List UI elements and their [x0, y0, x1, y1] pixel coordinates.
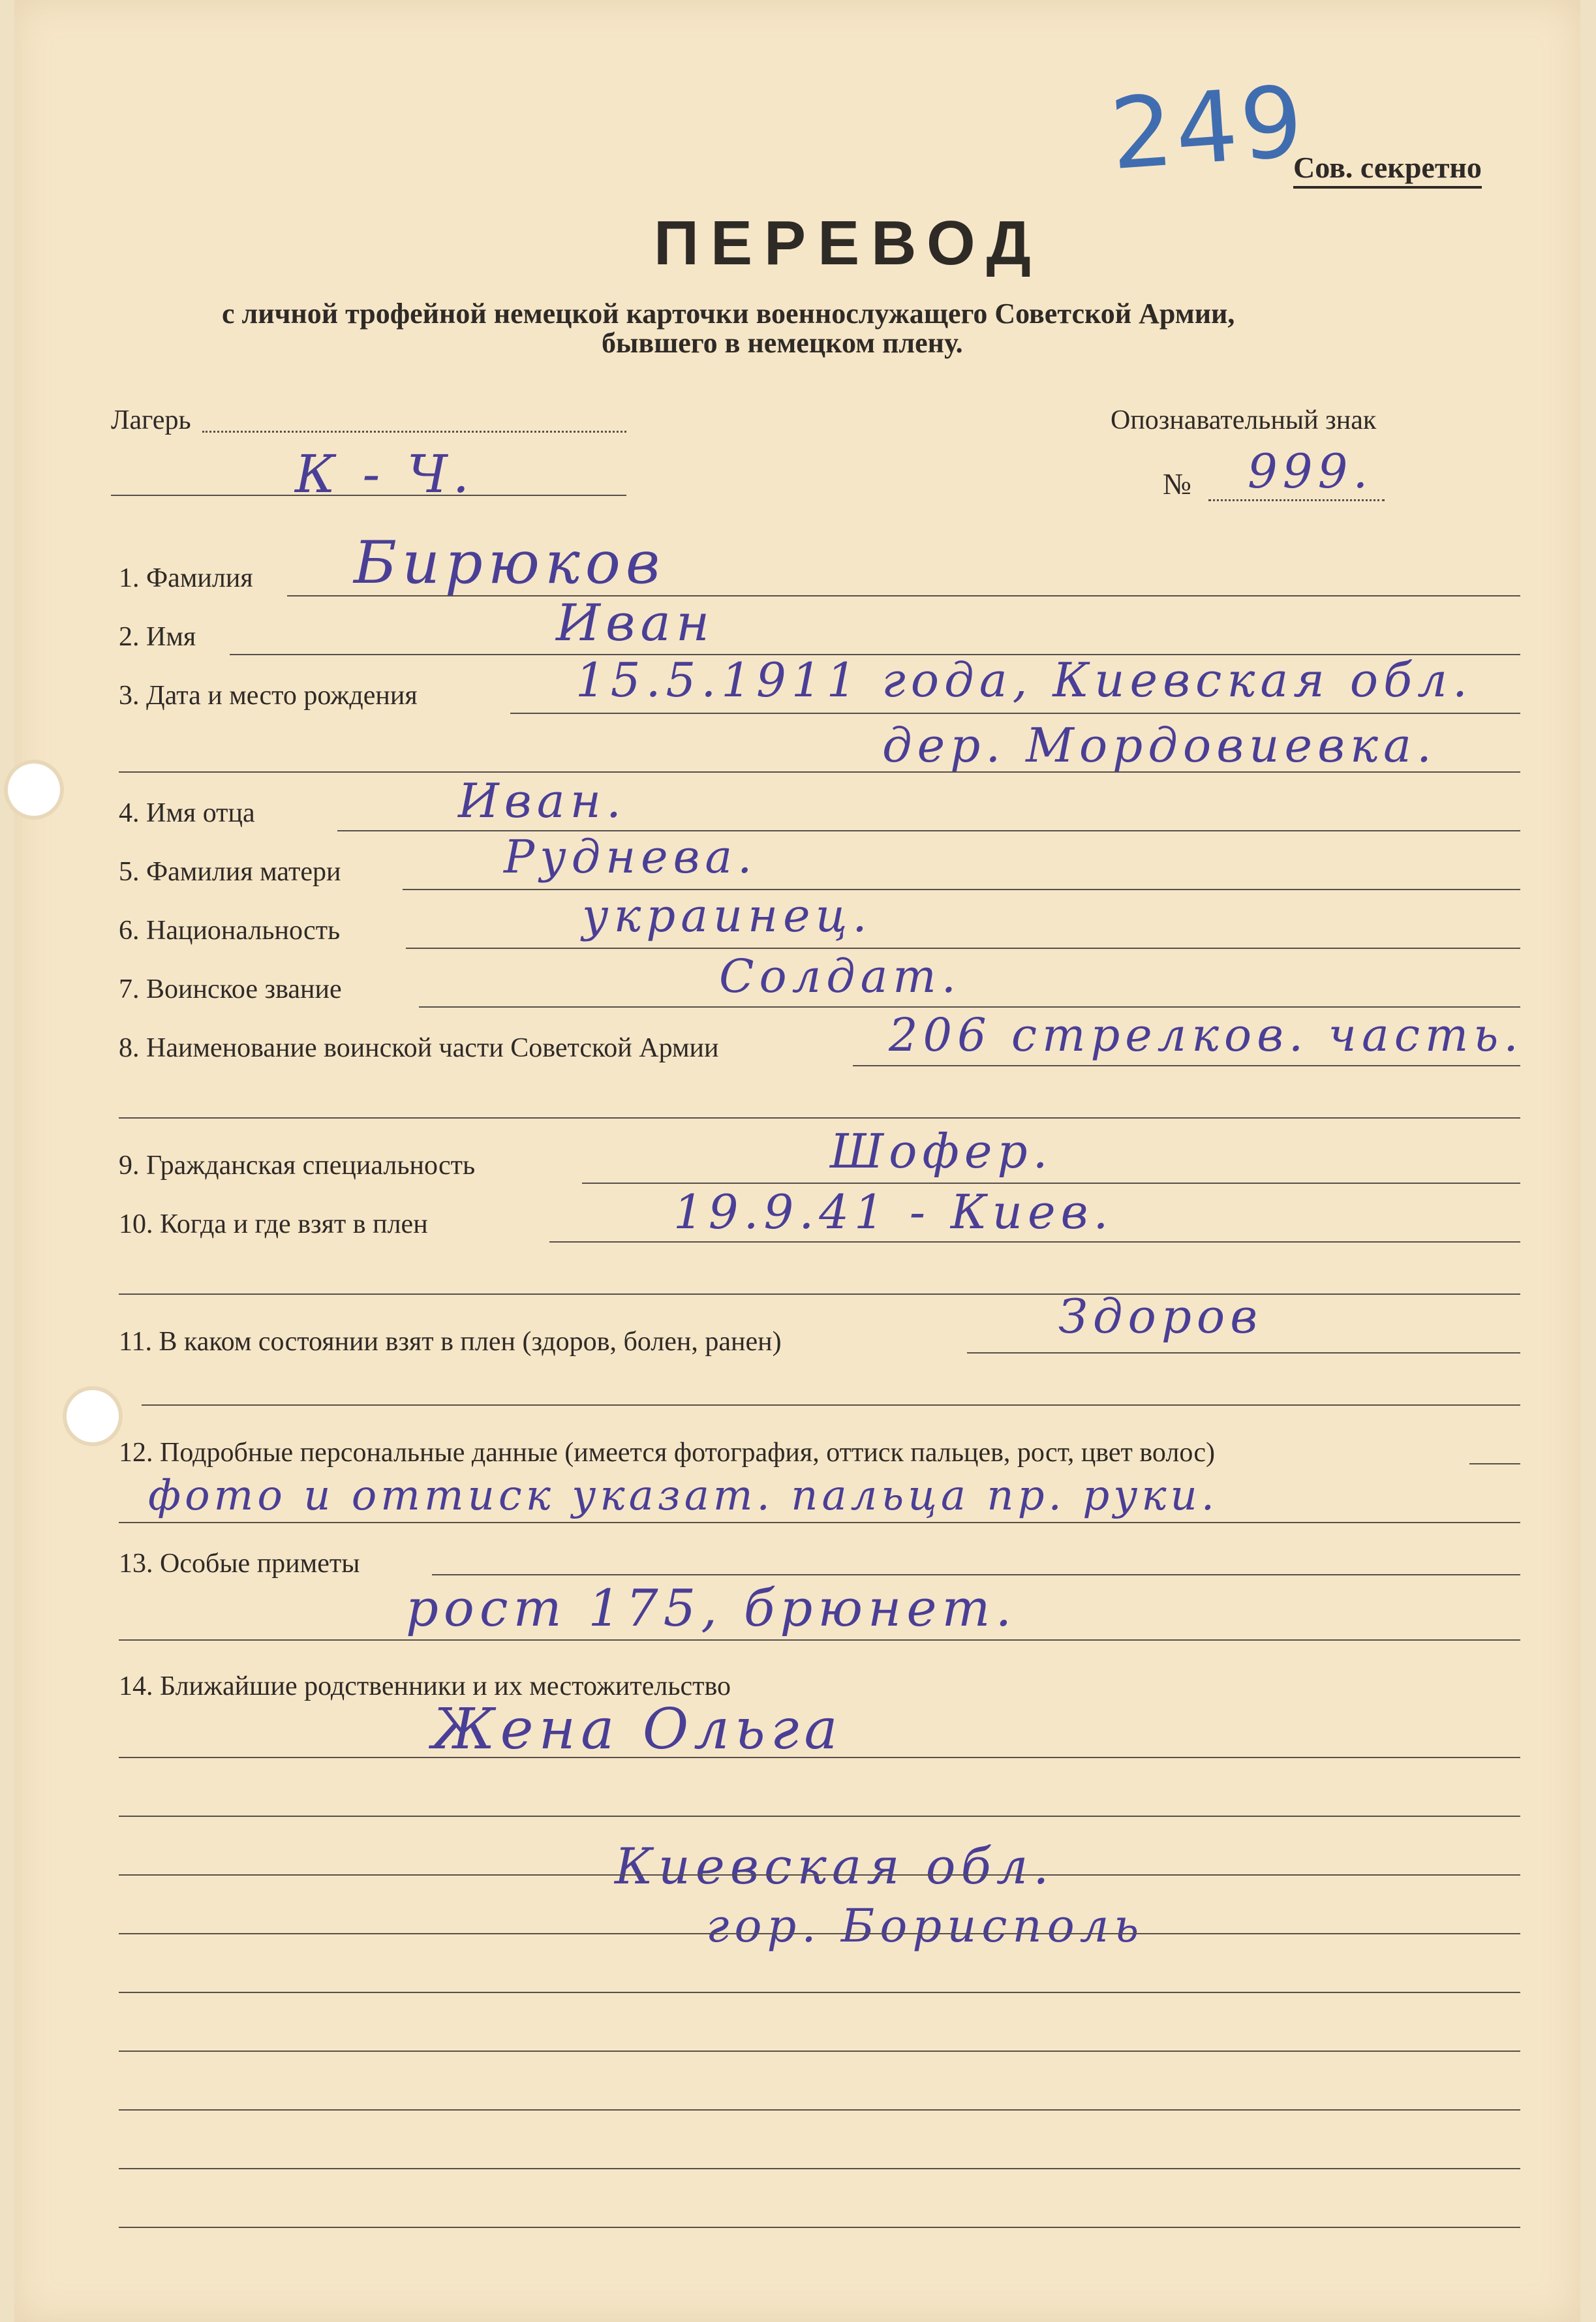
field-9-line — [582, 1183, 1520, 1184]
field-14-value: Жена Ольга — [432, 1697, 843, 1762]
document-title: ПЕРЕВОД — [654, 208, 1043, 278]
camp-line-2 — [111, 495, 626, 496]
id-tag-number-value: 999. — [1248, 444, 1373, 499]
field-1-value: Бирюков — [354, 529, 666, 597]
camp-line-1 — [202, 431, 626, 433]
field-11-label: 11. В каком состоянии взят в плен (здоров, болен, ранен) — [119, 1327, 782, 1357]
field-5-line — [403, 889, 1520, 890]
field-10-line — [549, 1241, 1520, 1243]
field-6-value: украинец. — [582, 889, 872, 942]
camp-value: К - Ч. — [295, 444, 475, 504]
field-5-value: Руднева. — [504, 830, 758, 884]
field-2-value: Иван — [556, 594, 715, 653]
field-14-line-8 — [119, 2168, 1520, 2169]
field-13-label: 13. Особые приметы — [119, 1549, 360, 1579]
field-12-line — [1469, 1463, 1520, 1464]
field-4-value: Иван. — [458, 773, 626, 828]
field-1-line — [287, 595, 1520, 596]
punch-hole-top — [8, 764, 60, 816]
archive-number: 249 — [1107, 65, 1310, 193]
field-3-value: 15.5.1911 года, Киевская обл. — [575, 653, 1473, 707]
field-8-line — [853, 1065, 1520, 1066]
id-tag-number-label: № — [1163, 467, 1191, 501]
field-12-label: 12. Подробные персональные данные (имеется фотография, оттиск пальцев, рост, цвет волос) — [119, 1438, 1215, 1468]
field-10-line-2 — [119, 1293, 1520, 1295]
field-10-label: 10. Когда и где взят в плен — [119, 1209, 428, 1239]
secrecy-stamp: Сов. секретно — [1293, 150, 1482, 189]
field-11-line — [967, 1352, 1520, 1354]
field-14-line-6 — [119, 2051, 1520, 2052]
field-12-value: фото и оттиск указат. пальца пр. руки. — [148, 1472, 1219, 1520]
field-14-value-region: Киевская обл. — [615, 1837, 1054, 1895]
field-3-label: 3. Дата и место рождения — [119, 681, 418, 711]
field-14-line-3 — [119, 1874, 1520, 1876]
field-7-value: Солдат. — [719, 950, 961, 1003]
field-13-line — [432, 1574, 1520, 1575]
field-2-label: 2. Имя — [119, 622, 196, 652]
field-13-value: рост 175, брюнет. — [406, 1579, 1017, 1638]
field-13-line-2 — [119, 1639, 1520, 1641]
field-12-line-2 — [119, 1522, 1520, 1523]
id-tag-line — [1208, 499, 1385, 501]
id-tag-label: Опознавательный знак — [1111, 405, 1377, 435]
field-9-value: Шофер. — [830, 1124, 1053, 1179]
field-14-line-1 — [119, 1757, 1520, 1758]
field-3-line — [510, 713, 1520, 714]
field-8-label: 8. Наименование воинской части Советской Армии — [119, 1033, 719, 1063]
field-6-line — [406, 948, 1520, 949]
field-7-label: 7. Воинское звание — [119, 974, 342, 1004]
field-11-line-2 — [142, 1404, 1520, 1406]
field-14-label: 14. Ближайшие родственники и их местожительство — [119, 1671, 731, 1701]
field-4-label: 4. Имя отца — [119, 798, 255, 828]
field-14-line-9 — [119, 2227, 1520, 2228]
camp-label: Лагерь — [111, 405, 191, 435]
field-5-label: 5. Фамилия матери — [119, 857, 341, 887]
field-7-line — [419, 1006, 1520, 1008]
field-14-line-2 — [119, 1816, 1520, 1817]
punch-hole-bottom — [67, 1390, 119, 1442]
field-8-line-2 — [119, 1117, 1520, 1119]
field-14-value-town: гор. Борисполь — [706, 1899, 1144, 1953]
field-10-value: 19.9.41 - Киев. — [673, 1184, 1114, 1239]
subtitle-line-1: с личной трофейной немецкой карточки военнослужащего Советской Армии, — [222, 298, 1235, 330]
field-1-label: 1. Фамилия — [119, 563, 253, 593]
field-6-label: 6. Национальность — [119, 916, 341, 946]
field-3-line-2 — [119, 771, 1520, 773]
document-sheet — [14, 0, 1580, 2322]
subtitle-line-2: бывшего в немецком плену. — [602, 327, 963, 359]
field-11-value: Здоров — [1058, 1289, 1263, 1344]
field-9-label: 9. Гражданская специальность — [119, 1151, 476, 1181]
field-14-line-5 — [119, 1992, 1520, 1993]
field-8-value: 206 стрелков. часть. — [889, 1008, 1524, 1062]
field-14-line-7 — [119, 2109, 1520, 2111]
field-14-line-4 — [119, 1933, 1520, 1934]
field-3-value-cont: дер. Мордовиевка. — [882, 718, 1437, 773]
